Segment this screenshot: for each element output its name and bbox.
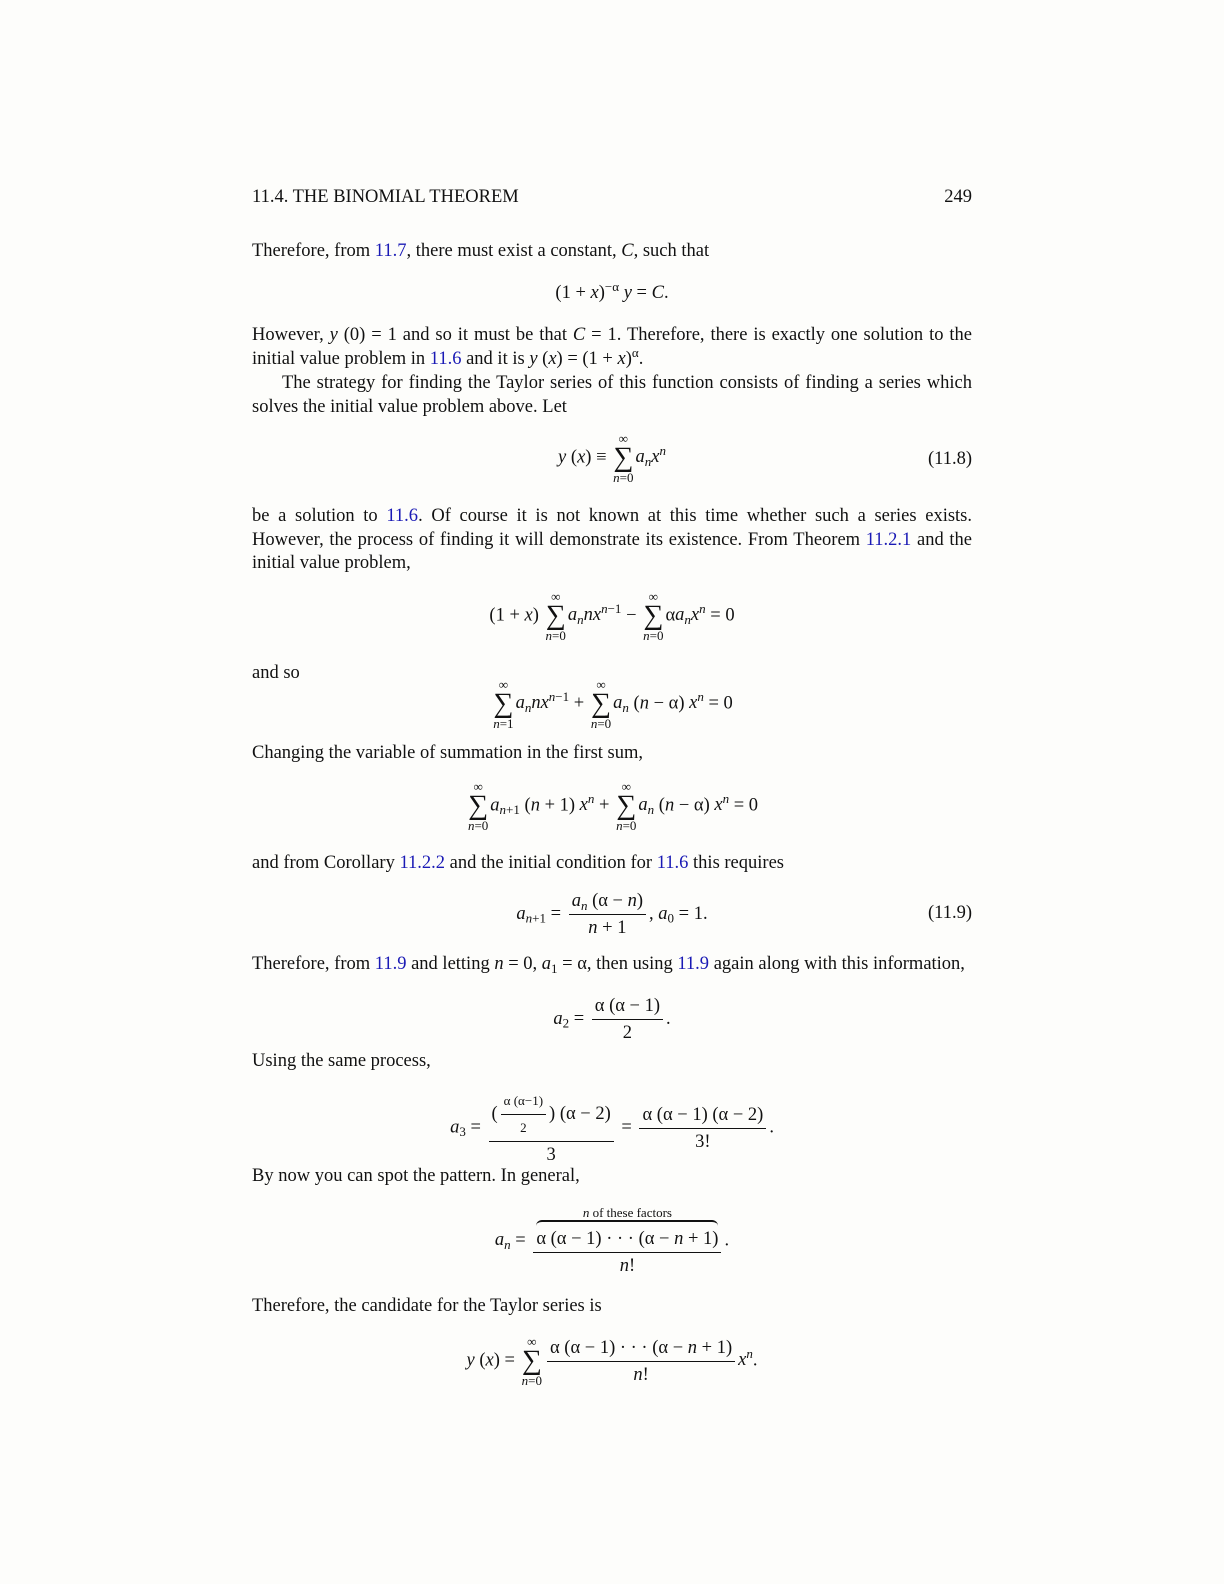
equation-taylor: y (x) = ∞ ∑ n=0 $\frac{\alpha (\alpha - 1) \cdot \cdot \cdot (\alpha - n + 1)}{n!}$ $x^n$. <box>466 1334 758 1388</box>
paragraph-11: Therefore, the candidate for the Taylor series is <box>252 1296 602 1316</box>
paragraph-9: Using the same process, <box>252 1051 431 1071</box>
paragraph-8: Therefore, from 11.9 and letting n = 0, $a_1 = \alpha$, then using 11.9 again along with this information, <box>252 954 965 976</box>
paragraph-7: and from Corollary 11.2.2 and the initial condition for 11.6 this requires <box>252 853 784 873</box>
paragraph-4: be a solution to 11.6. Of course it is not known at this time whether such a series exists. However, the process of finding it will demonstrate its existence. From Theorem 11.2.1 and the initial value problem, <box>252 506 972 573</box>
ref-11-6[interactable]: 11.6 <box>386 506 419 526</box>
ref-11-6[interactable]: 11.6 <box>656 853 689 873</box>
equation-a3: $a_3$ = ( $\frac{\alpha (\alpha-1)}{2}$ ) (α − 2) 3 = $\frac{\alpha (\alpha - 1) (\alpha - 2)}{3!}$ . <box>252 1090 972 1166</box>
equation-shifted: ∞ ∑ n=0 $a_{n+1}$ (n + 1) $x^n$ + ∞ ∑ n=0 $a_n$ (n − α) $x^n = 0$ <box>467 779 759 833</box>
section-title: 11.4. THE BINOMIAL THEOREM <box>252 187 519 207</box>
equation-split-sums: ∞ ∑ n=1 $a_nnx^{n-1}$ + ∞ ∑ n=0 $a_n$ (n − α) $x^n = 0$ <box>493 677 733 731</box>
running-header <box>252 186 972 210</box>
equation-an: $a_n$ = n of these factors α (α − 1) · · · (α − n + 1) n! . <box>494 1205 730 1276</box>
ref-11-2-1[interactable]: 11.2.1 <box>865 529 912 550</box>
ref-11-9[interactable]: 11.9 <box>374 954 407 974</box>
equation-number: (11.9) <box>927 903 972 923</box>
ref-11-6[interactable]: 11.6 <box>429 348 462 369</box>
ref-11-9[interactable]: 11.9 <box>677 954 710 974</box>
equation-number: (11.8) <box>927 449 972 469</box>
equation-a2: $a_2$ = $\frac{\alpha (\alpha - 1)}{2}$ . <box>553 996 671 1043</box>
paragraph-3: The strategy for finding the Taylor series of this function consists of finding a series which solves the initial value problem above. Let <box>252 373 972 417</box>
paragraph-10: By now you can spot the pattern. In general, <box>252 1166 580 1186</box>
paragraph-1: Therefore, from 11.7, there must exist a constant, C, such that <box>252 241 710 261</box>
equation-series-ode: (1 + x) ∞ ∑ n=0 $a_nnx^{n-1}$ − ∞ ∑ n=0 $\alpha a_nx^n = 0$ <box>489 589 735 643</box>
equation-constant: $(1 + x)^{-\alpha}$ y = C. <box>555 278 669 303</box>
paragraph-5: and so <box>252 663 300 683</box>
equation-11-8: y (x) ≡ ∞ ∑ n=0 $a_nx^n$ (11.8) <box>558 431 972 485</box>
paragraph-6: Changing the variable of summation in the first sum, <box>252 743 644 763</box>
ref-11-2-2[interactable]: 11.2.2 <box>399 853 446 873</box>
paragraph-2: However, y (0) = 1 and so it must be that C = 1. Therefore, there is exactly one solution to the initial value problem in 11.6 and it is y $(x) = (1 + x)^\alpha$. <box>252 325 973 369</box>
equation-11-9: $a_{n+1}$ = $\frac{a_n (\alpha - n)}{n + 1}$ , $a_0 = 1$. (11.9) <box>516 891 972 938</box>
ref-11-7[interactable]: 11.7 <box>374 241 407 261</box>
page-number: 249 <box>944 187 972 207</box>
